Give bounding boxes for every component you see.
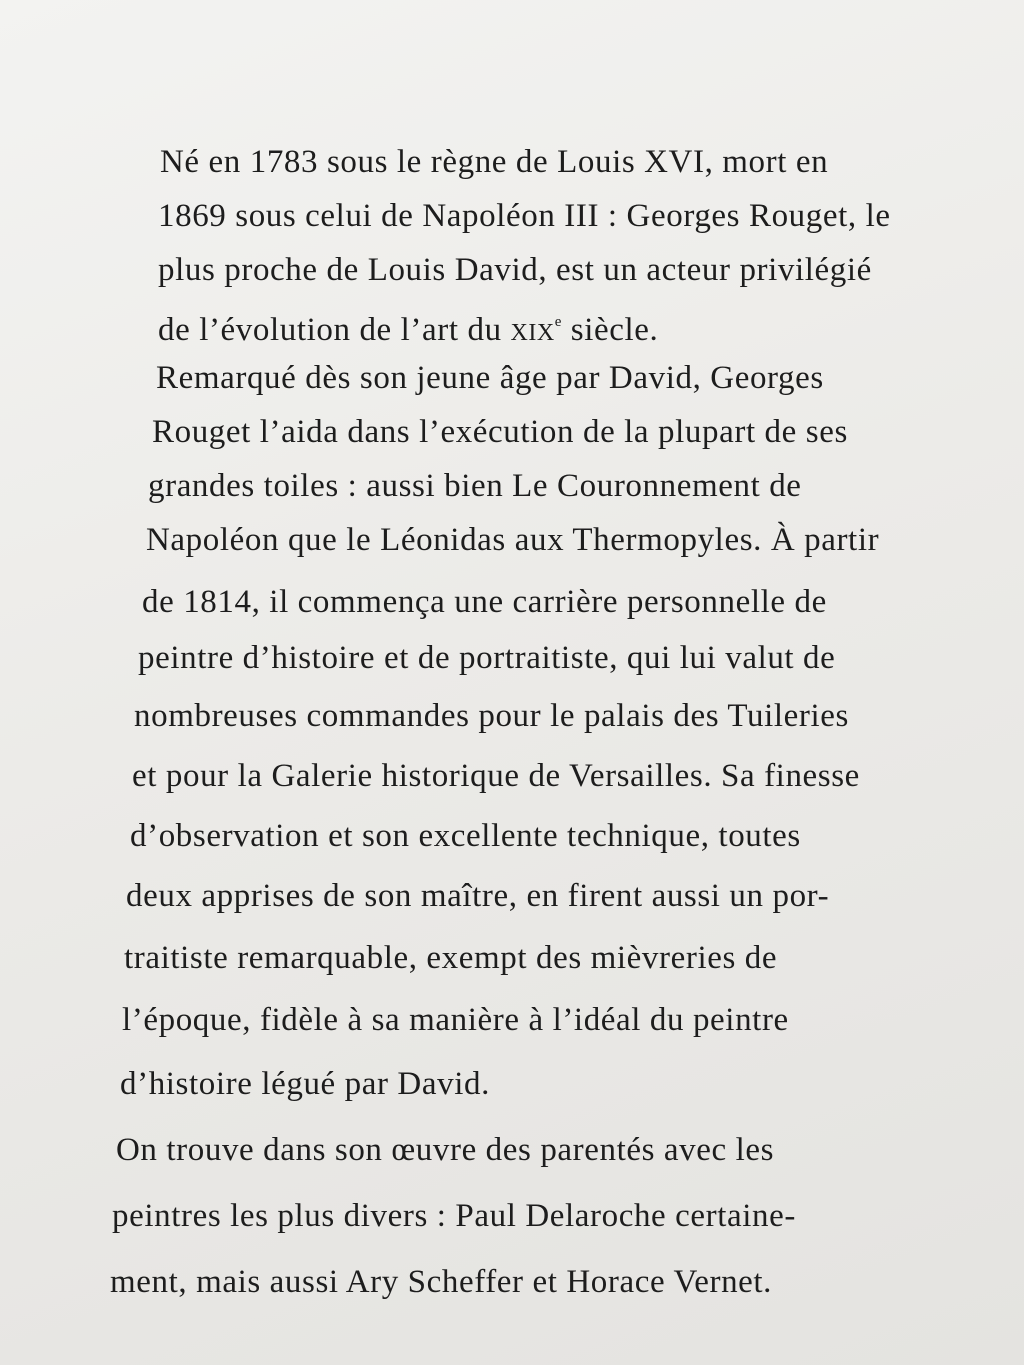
text-line: d’observation et son excellente technique, toutes (130, 818, 801, 854)
text-line: ment, mais aussi Ary Scheffer et Horace Vernet. (110, 1264, 773, 1300)
text-line: Rouget l’aida dans l’exécution de la plupart de ses (152, 414, 848, 450)
text-line: d’histoire légué par David. (120, 1066, 490, 1102)
text-line: deux apprises de son maître, en firent aussi un por- (126, 878, 830, 914)
text-line: peintres les plus divers : Paul Delaroche certaine- (112, 1198, 796, 1234)
text-line: Né en 1783 sous le règne de Louis XVI, mort en (160, 144, 829, 180)
text-line: Remarqué dès son jeune âge par David, Georges (156, 360, 824, 396)
century-superscript: e (554, 314, 562, 330)
text-line: de 1814, il commença une carrière personnelle de (142, 584, 827, 620)
text-line (158, 302, 658, 353)
text-fragment: de l’évolution de l’art du (158, 312, 511, 348)
text-line: Napoléon que le Léonidas aux Thermopyles. À partir (146, 522, 880, 558)
text-line: traitiste remarquable, exempt des mièvreries de (124, 940, 778, 976)
text-line: peintre d’histoire et de portraitiste, qui lui valut de (138, 640, 836, 676)
century-numeral: XIX (510, 320, 555, 346)
text-line: 1869 sous celui de Napoléon III : Georges Rouget, le (158, 198, 891, 234)
text-line: nombreuses commandes pour le palais des Tuileries (134, 698, 849, 734)
text-line: grandes toiles : aussi bien Le Couronnement de (148, 468, 802, 504)
text-line: On trouve dans son œuvre des parentés avec les (116, 1132, 775, 1168)
text-line: plus proche de Louis David, est un acteur privilégié (158, 252, 872, 288)
text-line: et pour la Galerie historique de Versailles. Sa finesse (132, 758, 860, 794)
text-line: l’époque, fidèle à sa manière à l’idéal du peintre (122, 1002, 789, 1038)
text-fragment: siècle. (561, 312, 659, 348)
